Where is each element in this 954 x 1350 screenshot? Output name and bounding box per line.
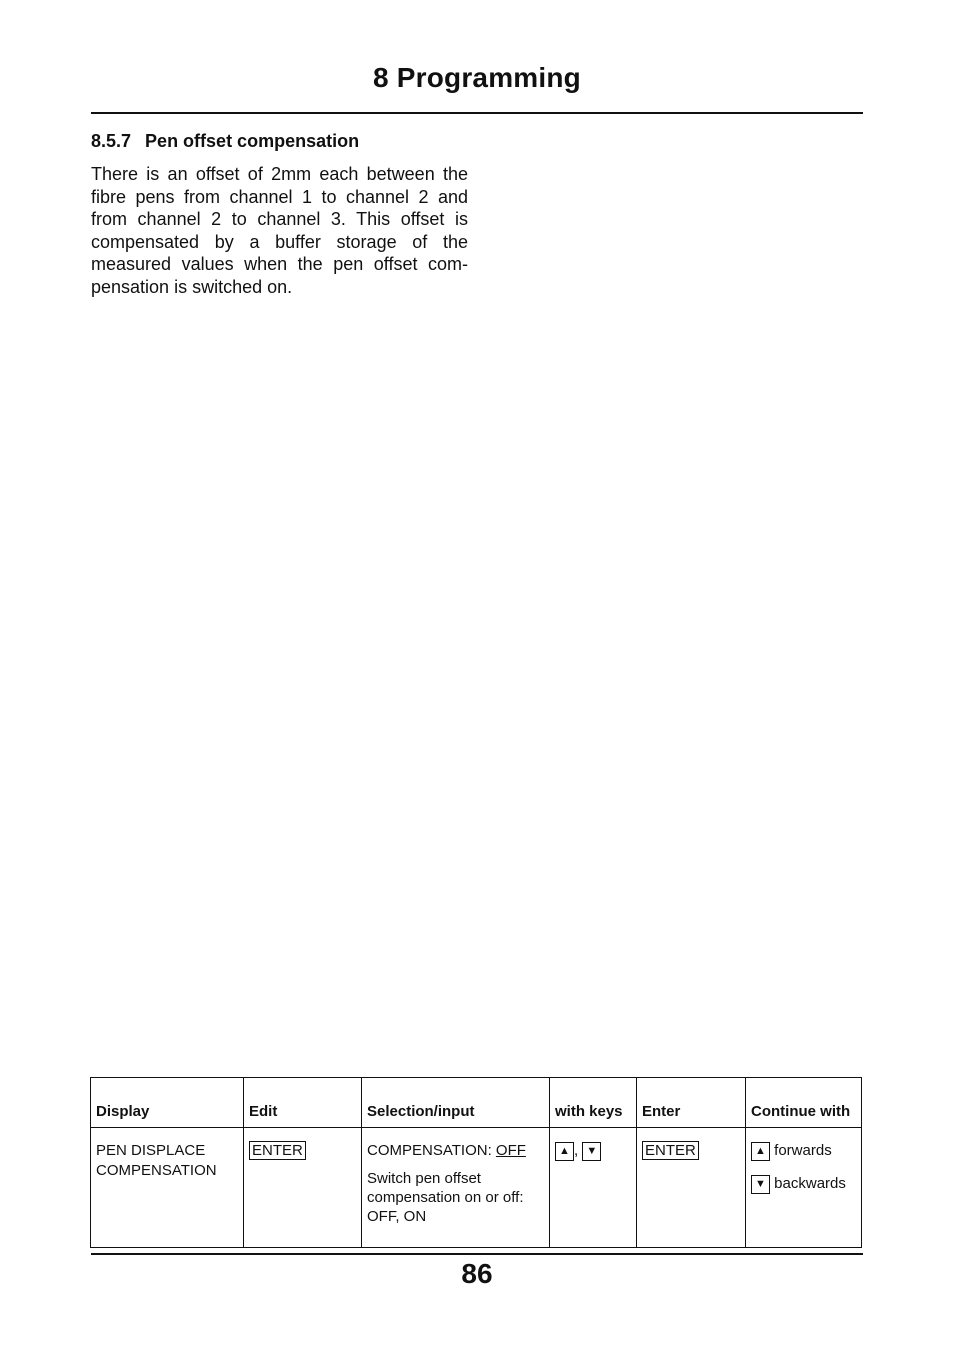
display-line-2: COMPENSATION [96, 1162, 217, 1179]
selection-label: COMPENSATION: [367, 1142, 496, 1159]
selection-desc-line-3: OFF, ON [367, 1208, 427, 1225]
selection-description [367, 1169, 544, 1226]
header-keys: with keys [550, 1078, 637, 1128]
forwards-label: forwards [774, 1142, 832, 1159]
cell-enter [637, 1128, 746, 1248]
header-rule [91, 112, 863, 114]
cell-edit [244, 1128, 362, 1248]
header-continue: Continue with [746, 1078, 862, 1128]
arrow-up-icon: ▲ [555, 1142, 574, 1161]
continue-forwards [751, 1141, 856, 1161]
enter-key-confirm: ENTER [642, 1141, 699, 1160]
arrow-down-icon: ▼ [582, 1142, 601, 1161]
arrow-down-icon: ▼ [751, 1175, 770, 1194]
table-row [91, 1128, 862, 1248]
display-line-1: PEN DISPLACE [96, 1142, 206, 1159]
keys-separator: , [574, 1142, 579, 1159]
selection-desc-line-2: compensation on or off: [367, 1189, 524, 1206]
cell-keys [550, 1128, 637, 1248]
section-heading [91, 131, 359, 152]
page-title: 8 Programming [373, 62, 581, 93]
section-number: 8.5.7 [91, 131, 132, 151]
section-title: Pen offset compensation [145, 131, 360, 151]
backwards-label: backwards [774, 1175, 846, 1192]
page-number: 86 [461, 1258, 493, 1289]
selection-desc-line-1: Switch pen offset [367, 1170, 481, 1187]
table-header-row [91, 1078, 862, 1128]
cell-continue [746, 1128, 862, 1248]
header-selection: Selection/input [362, 1078, 550, 1128]
header-enter: Enter [637, 1078, 746, 1128]
section-body-text: There is an offset of 2mm each between the fibre pens from channel 1 to channel 2 and from channel 2 to channel 3. This offset is compensated by a buffer storage of the measured values when the pen offset compensation is switched on. [91, 164, 468, 297]
selection-value: OFF [495, 1142, 526, 1159]
programming-table [90, 1077, 862, 1248]
header-edit: Edit [244, 1078, 362, 1128]
continue-backwards [751, 1174, 856, 1194]
cell-selection [362, 1128, 550, 1248]
footer-rule [91, 1253, 863, 1255]
header-display: Display [91, 1078, 244, 1128]
cell-display [91, 1128, 244, 1248]
arrow-up-icon: ▲ [751, 1142, 770, 1161]
enter-key-edit: ENTER [249, 1141, 306, 1160]
